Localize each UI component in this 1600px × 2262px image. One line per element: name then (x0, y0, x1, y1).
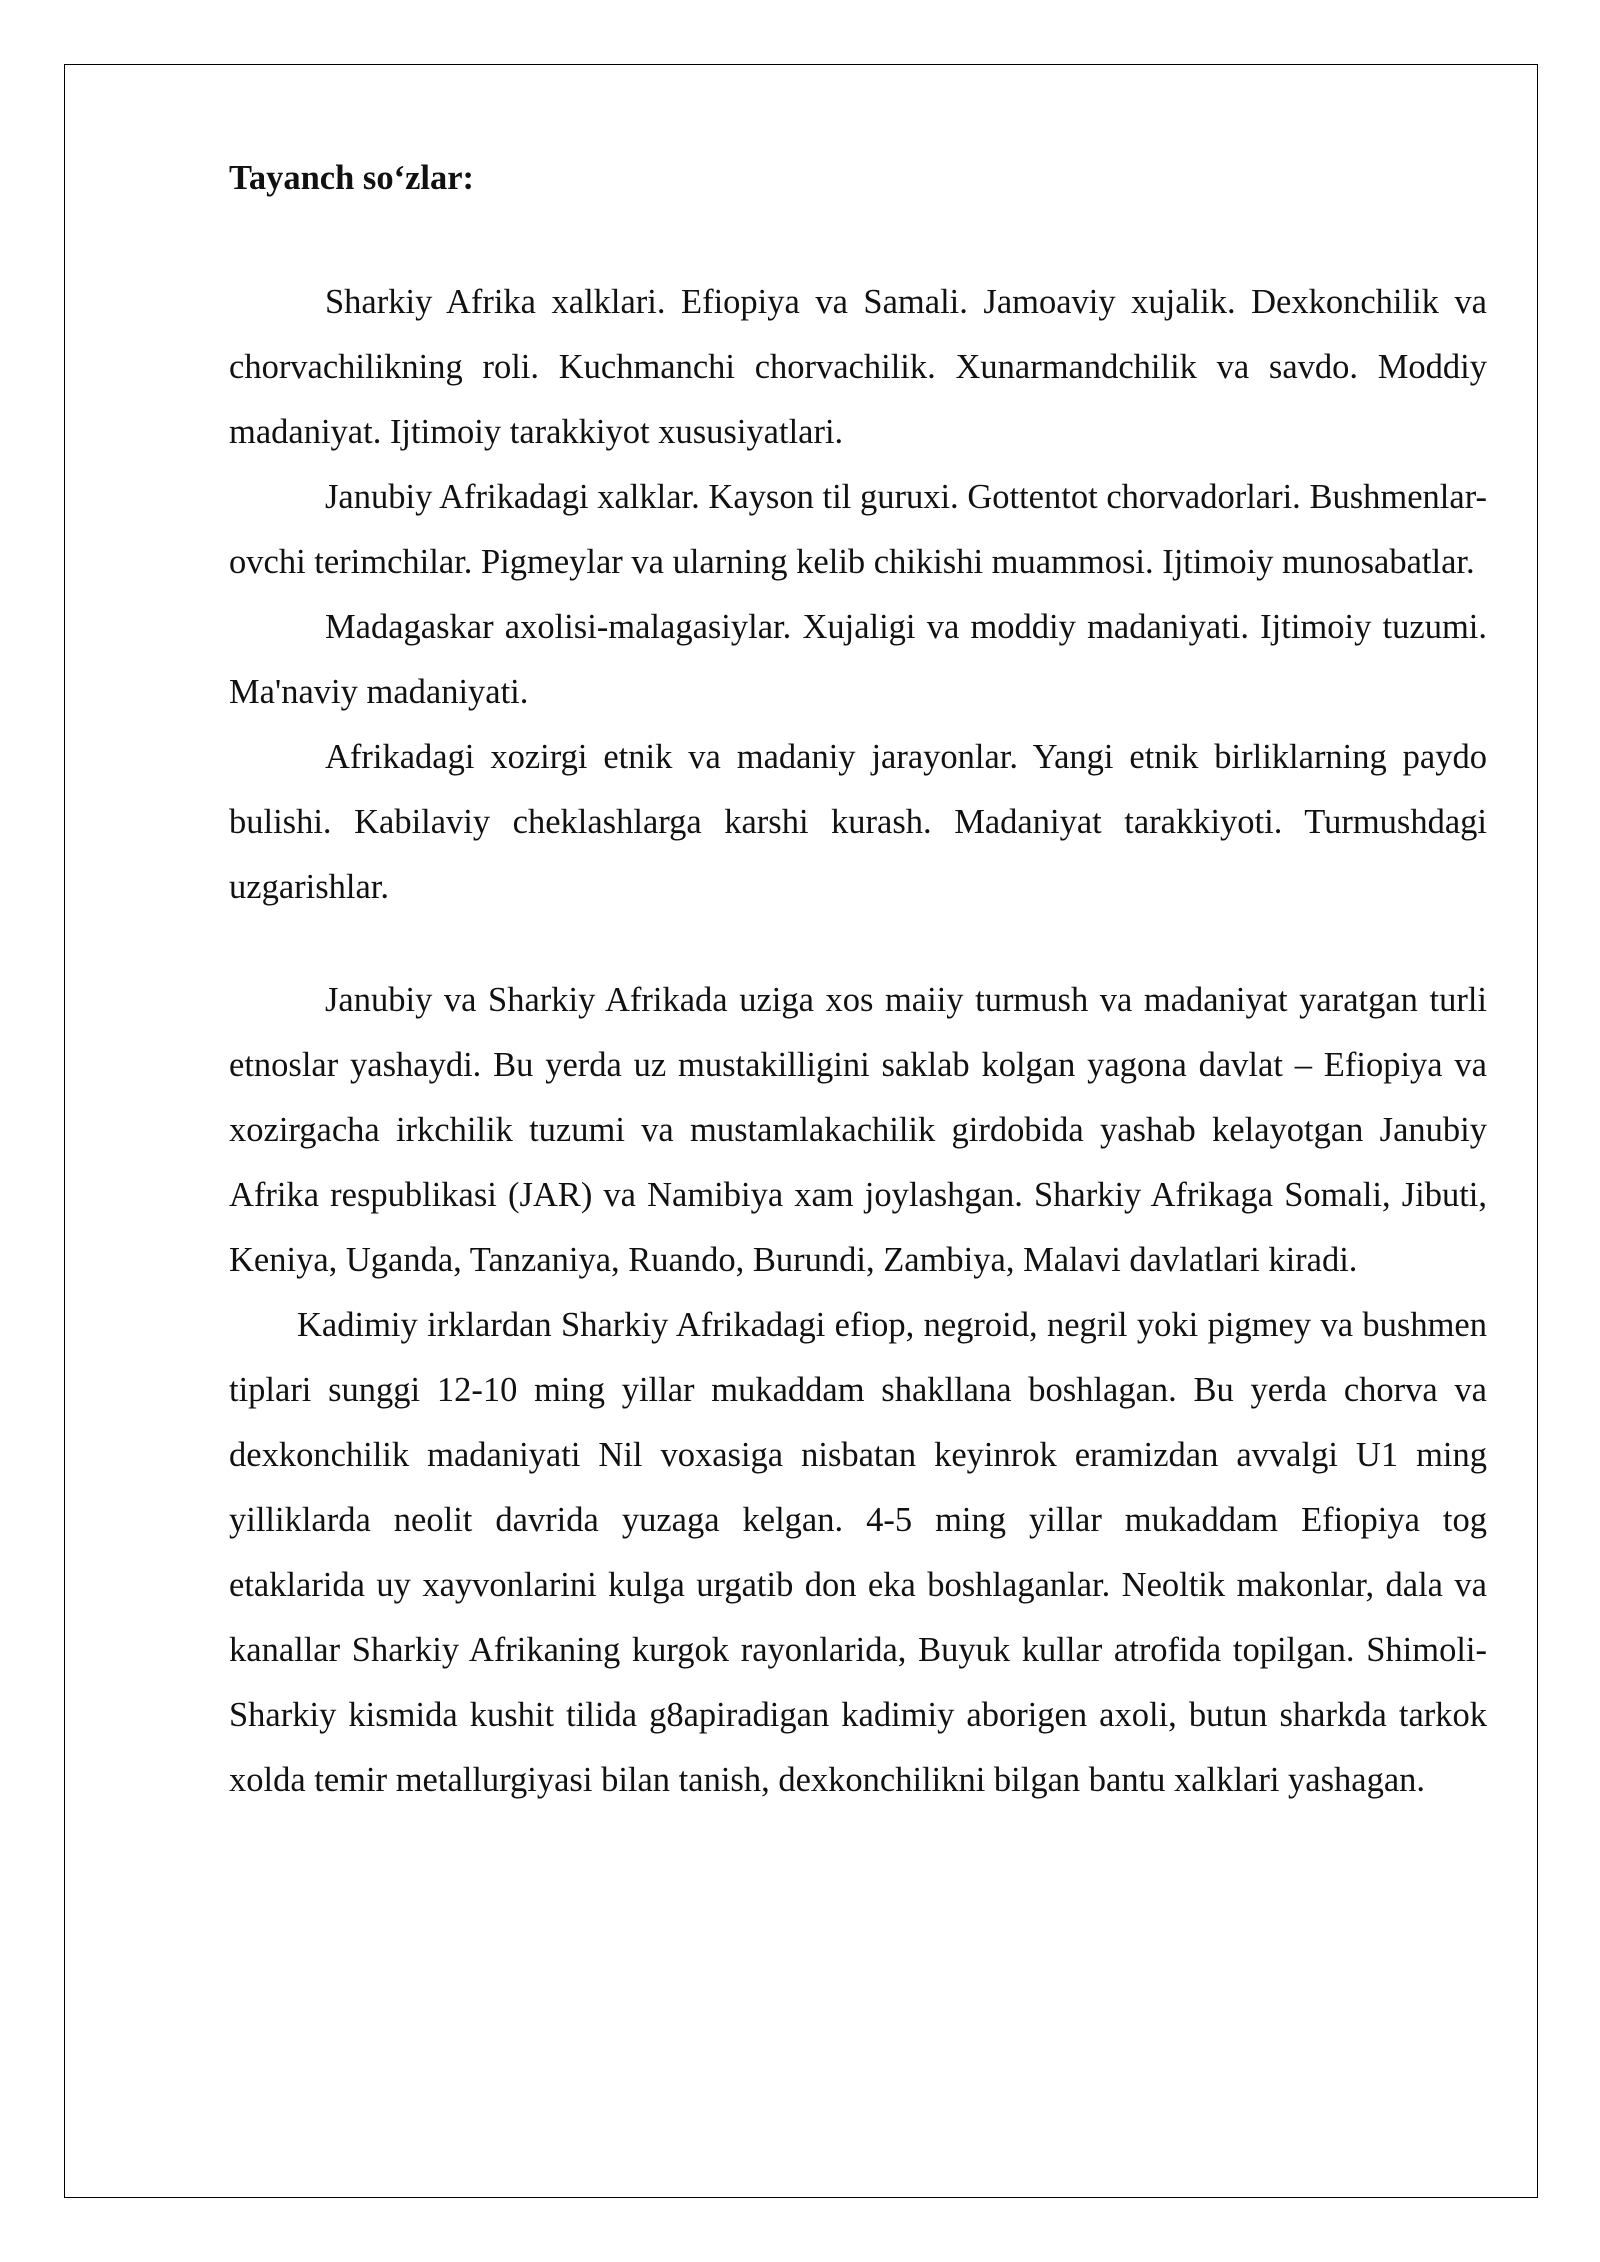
body-paragraph: Janubiy va Sharkiy Afrikada uziga xos maiiy turmush va madaniyat yaratgan turli etnoslar yashaydi. Bu yerda uz mustakilligini saklab kolgan yagona davlat – Efiopiya va xozirgacha irkchilik tuzumi va mustamlakachilik girdobida yashab kelayotgan Janubiy Afrika respublikasi (JAR) va Namibiya xam joylashgan. Sharkiy Afrikaga Somali, Jibuti, Keniya, Uganda, Tanzaniya, Ruando, Burundi, Zambiya, Malavi davlatlari kiradi. (229, 981, 1487, 1279)
document-content (229, 148, 1487, 1813)
heading-keywords: Tayanch so‘zlar: (229, 159, 475, 197)
keywords-section (229, 270, 1487, 920)
keywords-paragraph: Afrikadagi xozirgi etnik va madaniy jarayonlar. Yangi etnik birliklarning paydo bulishi. Kabilaviy cheklashlarga karshi kurash. Madaniyat tarakkiyoti. Turmushdagi uzgarishlar. (229, 738, 1487, 906)
keywords-paragraph: Sharkiy Afrika xalklari. Efiopiya va Samali. Jamoaviy xujalik. Dexkonchilik va chorvachilikning roli. Kuchmanchi chorvachilik. Xunarmandchilik va savdo. Moddiy madaniyat. Ijtimoiy tarakkiyot xususiyatlari. (229, 283, 1487, 451)
body-section (229, 968, 1487, 1813)
keywords-paragraph: Madagaskar axolisi-malagasiylar. Xujaligi va moddiy madaniyati. Ijtimoiy tuzumi. Ma'naviy madaniyati. (229, 608, 1487, 711)
body-paragraph: Kadimiy irklardan Sharkiy Afrikadagi efiop, negroid, negril yoki pigmey va bushmen tiplari sunggi 12-10 ming yillar mukaddam shakllana boshlagan. Bu yerda chorva va dexkonchilik madaniyati Nil voxasiga nisbatan keyinrok eramizdan avvalgi U1 ming yilliklarda neolit davrida yuzaga kelgan. 4-5 ming yillar mukaddam Efiopiya tog etaklarida uy xayvonlarini kulga urgatib don eka boshlaganlar. Neoltik makonlar, dala va kanallar Sharkiy Afrikaning kurgok rayonlarida, Buyuk kullar atrofida topilgan. Shimoli-Sharkiy kismida kushit tilida g8apiradigan kadimiy aborigen axoli, butun sharkda tarkok xolda temir metallurgiyasi bilan tanish, dexkonchilikni bilgan bantu xalklari yashagan. (229, 1306, 1487, 1799)
keywords-paragraph: Janubiy Afrikadagi xalklar. Kayson til guruxi. Gottentot chorvadorlari. Bushmenlar-ovchi terimchilar. Pigmeylar va ularning kelib chikishi muammosi. Ijtimoiy munosabatlar. (229, 478, 1487, 581)
